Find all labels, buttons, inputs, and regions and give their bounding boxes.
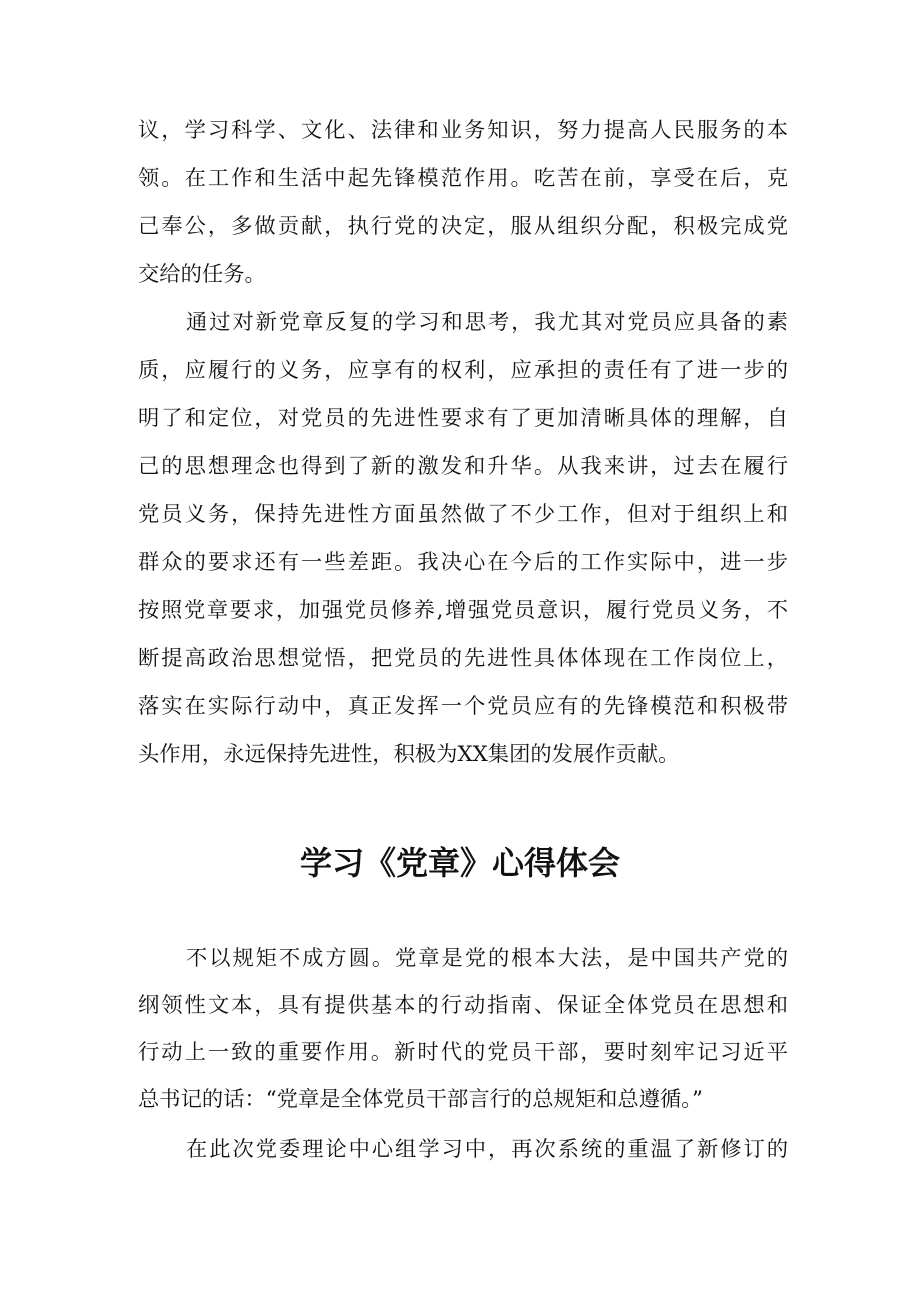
text-line: 明了和定位，对党员的先进性要求有了更加清晰具体的理解，自	[138, 406, 788, 431]
text-line: 己的思想理念也得到了新的激发和升华。从我来讲，过去在履行	[138, 454, 788, 479]
text-line: 断提高政治思想觉悟，把党员的先进性具体体现在工作岗位上，	[138, 646, 788, 671]
text-line: 行动上一致的重要作用。新时代的党员干部，要时刻牢记习近平	[138, 1040, 788, 1065]
text-line: 党员义务，保持先进性方面虽然做了不少工作，但对于组织上和	[138, 502, 788, 527]
text-line: 总书记的话：“党章是全体党员干部言行的总规矩和总遵循。”	[138, 1087, 703, 1112]
text-line: 交给的任务。	[138, 262, 266, 287]
section-title: 学习《党章》心得体会	[299, 844, 620, 882]
text-line: 按照党章要求，加强党员修养,增强党员意识，履行党员义务，不	[138, 598, 788, 623]
text-line: 落实在实际行动中，真正发挥一个党员应有的先锋模范和积极带	[138, 694, 788, 719]
text-line: 在此次党委理论中心组学习中，再次系统的重温了新修订的	[186, 1137, 788, 1162]
text-line: 群众的要求还有一些差距。我决心在今后的工作实际中，进一步	[138, 550, 788, 575]
text-line: 头作用，永远保持先进性，积极为XX集团的发展作贡献。	[138, 742, 680, 767]
text-line: 议，学习科学、文化、法律和业务知识，努力提高人民服务的本	[138, 118, 788, 143]
text-line: 己奉公，多做贡献，执行党的决定，服从组织分配，积极完成党	[138, 214, 788, 239]
text-line: 质，应履行的义务，应享有的权利，应承担的责任有了进一步的	[138, 358, 788, 383]
text-line: 不以规矩不成方圆。党章是党的根本大法，是中国共产党的	[186, 946, 788, 971]
text-line: 领。在工作和生活中起先锋模范作用。吃苦在前，享受在后，克	[138, 166, 788, 191]
text-line: 通过对新党章反复的学习和思考，我尤其对党员应具备的素	[186, 310, 788, 335]
text-line: 纲领性文本，具有提供基本的行动指南、保证全体党员在思想和	[138, 993, 788, 1018]
